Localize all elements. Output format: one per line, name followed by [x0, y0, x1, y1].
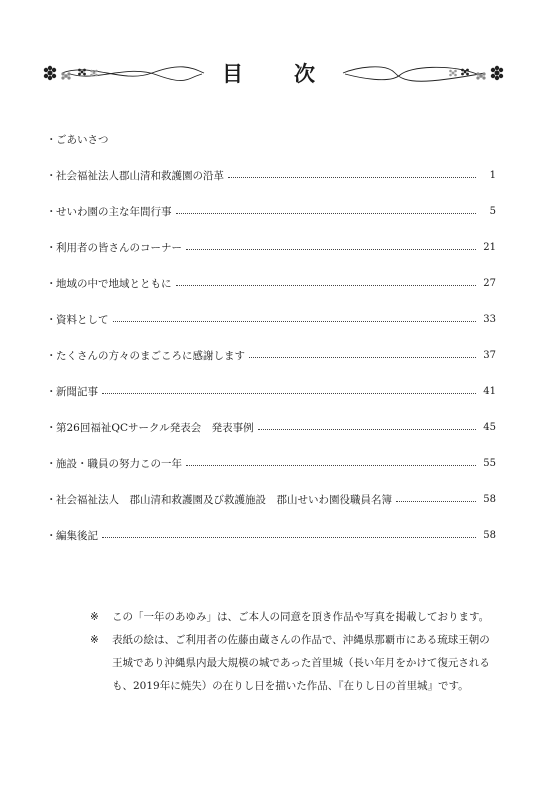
toc-item-label: 施設・職員の努力この一年	[56, 457, 182, 470]
page-title-char-1: 目	[222, 61, 243, 86]
toc-item-label: たくさんの方々のまごころに感謝します	[56, 349, 245, 362]
toc-item-page: 55	[483, 457, 496, 469]
toc-item-label: 社会福祉法人 郡山清和救護園及び救護施設 郡山せいわ園役職員名簿	[56, 493, 392, 506]
toc-item-page: 5	[489, 205, 496, 217]
toc-item[interactable]	[46, 229, 496, 265]
dot-leader	[186, 464, 476, 466]
toc-item[interactable]	[46, 517, 496, 553]
floral-ornament-right	[340, 58, 505, 88]
dot-leader	[258, 428, 476, 430]
note-text: 表紙の絵は、ご利用者の佐藤由蔵さんの作品で、沖縄県那覇市にある琉球王朝の王城であり沖縄県内最大規模の城であった首里城（長い年月をかけて復元されるも、2019年に焼失）の在りし日を描いた作品、『在りし日の首里城』です。	[112, 634, 490, 692]
note	[90, 606, 500, 629]
dot-leader	[113, 320, 477, 322]
toc-item-label: せいわ園の主な年間行事	[56, 205, 172, 218]
bullet: ・	[46, 421, 57, 434]
bullet: ・	[46, 385, 57, 398]
bullet: ・	[46, 241, 57, 254]
toc-item-page: 45	[483, 421, 496, 433]
toc-item-label: 編集後記	[56, 529, 98, 542]
toc-item[interactable]	[46, 481, 496, 517]
note-mark: ※	[90, 634, 99, 646]
toc-item[interactable]	[46, 301, 496, 337]
bullet: ・	[46, 313, 57, 326]
toc-item[interactable]	[46, 445, 496, 481]
toc-item-page: 21	[483, 241, 496, 253]
note-mark: ※	[90, 611, 99, 623]
toc-item[interactable]	[46, 121, 496, 157]
toc-item-label: 新聞記事	[56, 385, 98, 398]
toc-item-label: 社会福祉法人郡山清和救護園の沿革	[56, 169, 224, 182]
toc-item-label: 第26回福祉QCサークル発表会 発表事例	[56, 421, 254, 434]
bullet: ・	[46, 349, 57, 362]
bullet: ・	[46, 457, 57, 470]
toc-item-label: 地域の中で地域とともに	[56, 277, 172, 290]
bullet: ・	[46, 529, 57, 542]
bullet: ・	[46, 133, 57, 146]
dot-leader	[396, 500, 476, 502]
bullet: ・	[46, 277, 57, 290]
toc-item[interactable]	[46, 193, 496, 229]
toc-item[interactable]	[46, 157, 496, 193]
toc-item[interactable]	[46, 409, 496, 445]
bullet: ・	[46, 205, 57, 218]
header	[0, 52, 550, 96]
toc-item-page: 58	[483, 493, 496, 505]
note-text: この「一年のあゆみ」は、ご本人の同意を頂き作品や写真を掲載しております。	[112, 611, 490, 623]
toc-item-label: 資料として	[56, 313, 109, 326]
dot-leader	[176, 284, 477, 286]
bullet: ・	[46, 169, 57, 182]
toc-item-label: 利用者の皆さんのコーナー	[56, 241, 182, 254]
dot-leader	[176, 212, 477, 214]
dot-leader	[249, 356, 476, 358]
toc-item-page: 33	[483, 313, 496, 325]
bullet: ・	[46, 493, 57, 506]
notes	[90, 606, 500, 698]
toc-item-label: ごあいさつ	[56, 133, 109, 146]
dot-leader	[102, 392, 476, 394]
dot-leader	[186, 248, 476, 250]
toc-item[interactable]	[46, 337, 496, 373]
floral-ornament-left	[42, 58, 207, 88]
toc-item[interactable]	[46, 265, 496, 301]
toc-item-page: 37	[483, 349, 496, 361]
toc-item-page: 27	[483, 277, 496, 289]
toc-item-page: 1	[489, 169, 496, 181]
toc-item[interactable]	[46, 373, 496, 409]
dot-leader	[102, 536, 476, 538]
toc-item-page: 41	[483, 385, 496, 397]
table-of-contents	[46, 121, 496, 553]
dot-leader	[228, 176, 476, 178]
note	[90, 629, 500, 698]
page-title-char-2: 次	[294, 61, 315, 86]
toc-item-page: 58	[483, 529, 496, 541]
